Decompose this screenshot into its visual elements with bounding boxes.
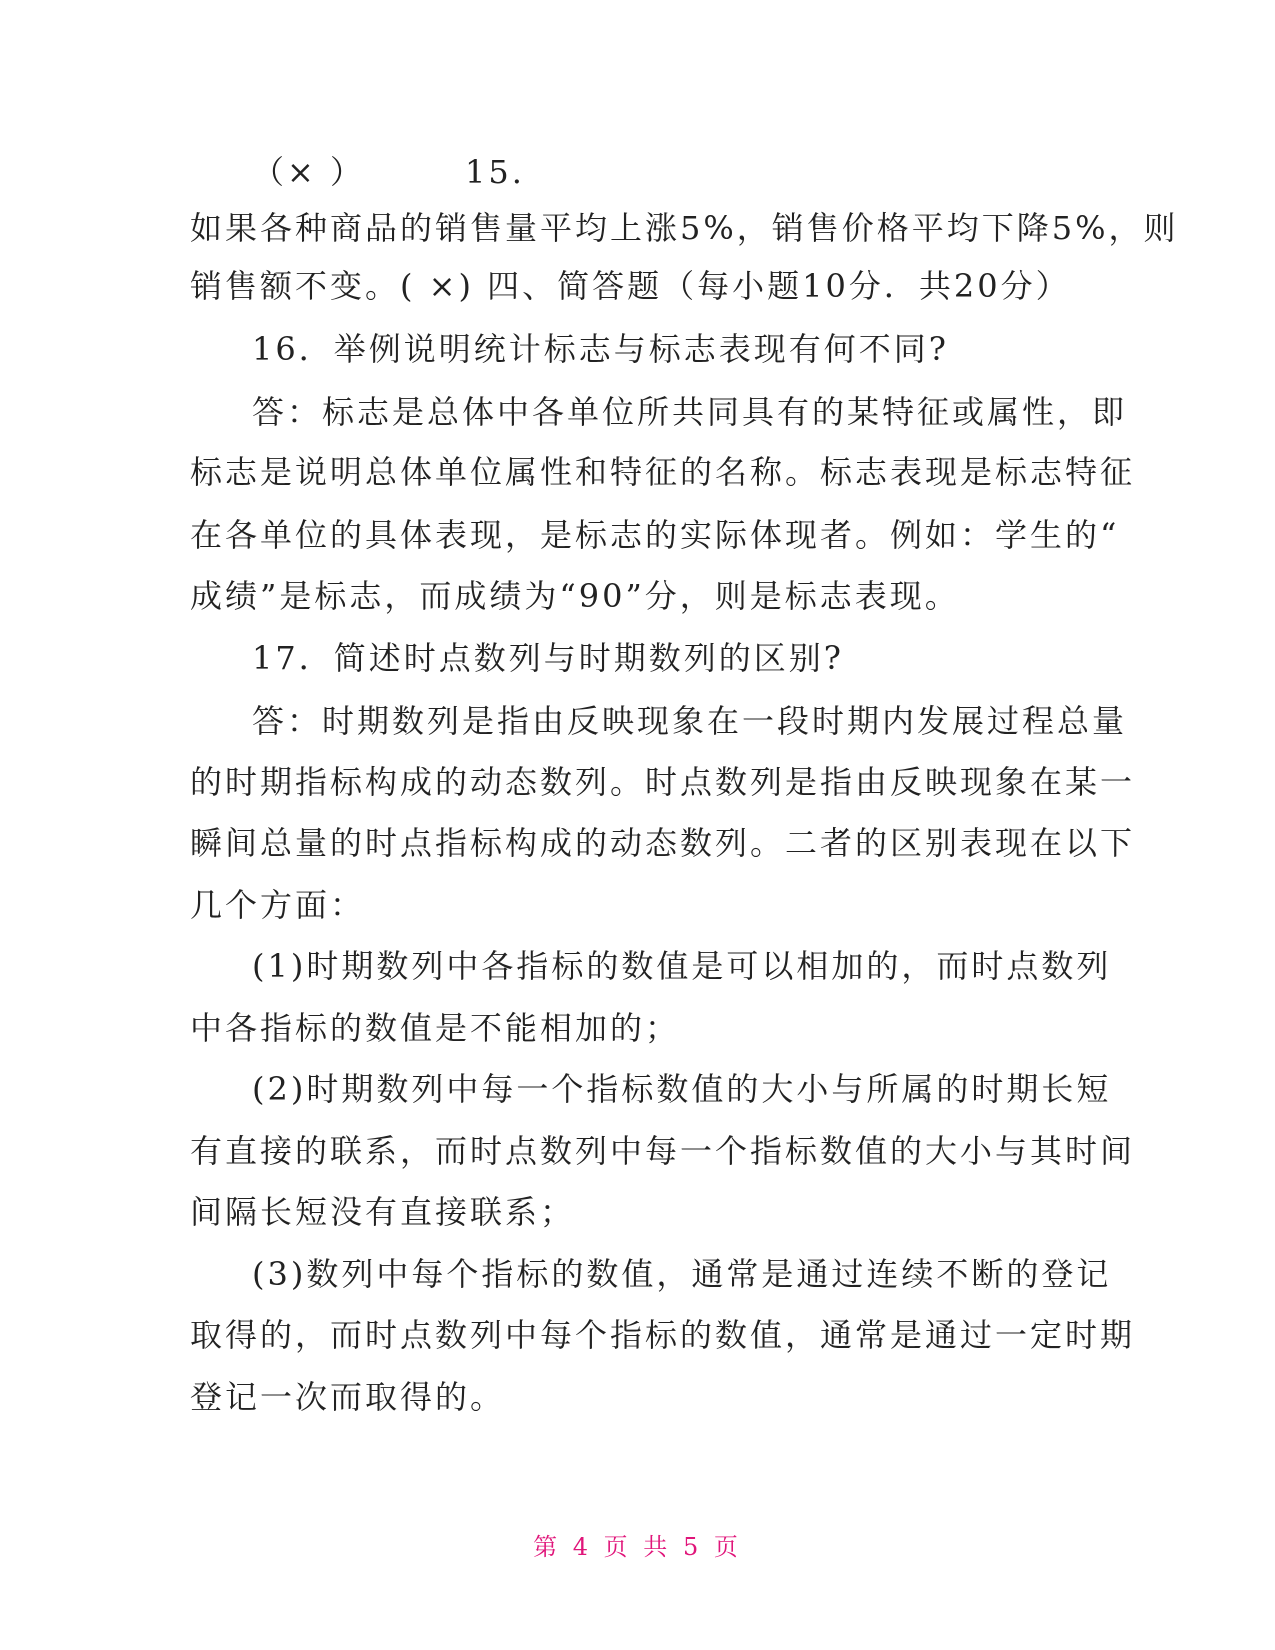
page-footer: 第 4 页 共 5 页	[533, 1533, 742, 1561]
answer-17-line-1: 答：时期数列是指由反映现象在一段时期内发展过程总量	[252, 702, 1128, 740]
question-15-text: 如果各种商品的销售量平均上涨5%，销售价格平均下降5%，则	[190, 209, 1179, 247]
answer-line-14	[252, 152, 525, 192]
point-3-line-2: 取得的，而时点数列中每个指标的数值，通常是通过一定时期	[190, 1316, 1136, 1354]
answer-17-line-4: 几个方面：	[190, 886, 366, 924]
answer-16-line-4: 成绩”是标志，而成绩为“90”分，则是标志表现。	[190, 577, 960, 615]
question-15-answer-and-section-heading: 销售额不变。( ×) 四、简答题（每小题10分．共20分）	[190, 267, 1071, 305]
point-1-line-1: (1)时期数列中各指标的数值是可以相加的，而时点数列	[252, 947, 1112, 985]
answer-mark: （× ）	[252, 153, 365, 191]
point-1-line-2: 中各指标的数值是不能相加的；	[190, 1009, 681, 1047]
question-17: 17．简述时点数列与时期数列的区别?	[252, 639, 844, 677]
question-16: 16．举例说明统计标志与标志表现有何不同?	[252, 330, 949, 368]
point-2-line-1: (2)时期数列中每一个指标数值的大小与所属的时期长短	[252, 1070, 1112, 1108]
answer-17-line-2: 的时期指标构成的动态数列。时点数列是指由反映现象在某一	[190, 763, 1136, 801]
question-number-15: 15.	[465, 153, 525, 191]
point-2-line-2: 有直接的联系，而时点数列中每一个指标数值的大小与其时间	[190, 1132, 1136, 1170]
point-3-line-1: (3)数列中每个指标的数值，通常是通过连续不断的登记	[252, 1255, 1112, 1293]
answer-16-line-3: 在各单位的具体表现，是标志的实际体现者。例如：学生的“	[190, 516, 1120, 554]
point-3-line-3: 登记一次而取得的。	[190, 1378, 506, 1416]
answer-17-line-3: 瞬间总量的时点指标构成的动态数列。二者的区别表现在以下	[190, 824, 1136, 862]
point-2-line-3: 间隔长短没有直接联系；	[190, 1193, 576, 1231]
answer-16-line-2: 标志是说明总体单位属性和特征的名称。标志表现是标志特征	[190, 453, 1136, 491]
answer-16-line-1: 答：标志是总体中各单位所共同具有的某特征或属性，即	[252, 393, 1128, 431]
